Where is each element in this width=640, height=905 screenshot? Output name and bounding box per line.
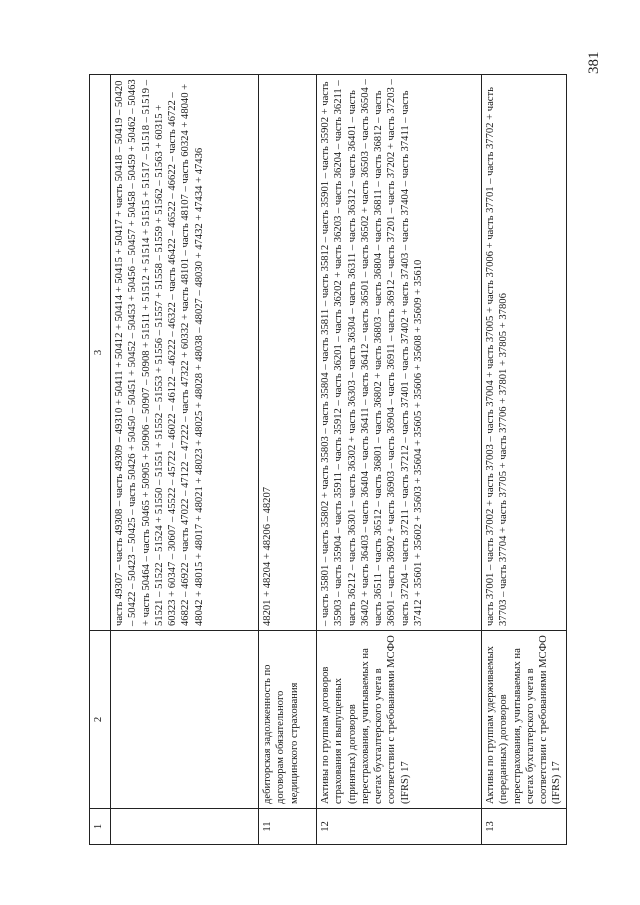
row-number: 11 [259,809,317,845]
row-description [111,631,259,809]
row-number: 13 [482,809,567,845]
row-formula: часть 49307 – часть 49308 – часть 49309 – 49310 + 50411 + 50412 + 50414 + 50415 + 50417 + часть 50418 – 50419 – 50420 – 50422 – 50423 – 50425 – часть 50426 + 50450 – 50451 + 50452 – 50453 + 50456 – 50457 + 50458 – 50459 + 50462 – 50463 + часть 50464 – часть 50465 + 50905 + 50906 – 50907 – 50908 + 51511 + 51512 + 51514 + 51515 + 51517 – 51518 – 51519 – 51521 – 51522 – 51524 + 51550 – 51551 + 51552 – 51553 + 51556 – 51557 + 51558 – 51559 + 51562 – 51563 + 60315 + 60323 + 60347 – 30607 – 45522 – 45722 – 46022 – 46122 – 46222 – 46322 – часть 46422 – 46522 – 46622 – часть 46722 – 46822 – 46922 – часть 47022 – 47122 – 47222 – часть 47322 + 60332 + часть 48101 – часть 48107 – часть 60324 + 48040 + 48042 + 48015 + 48017 + 48021 + 48023 + 48025 + 48028 + 48038 – 48027 – 48030 + 47432 + 47434 + 47436 [111,75,259,631]
header-col-2: 2 [90,631,111,809]
row-description: дебиторская задолженность по договорам обязательного медицинского страхования [259,631,317,809]
header-col-3: 3 [90,75,111,631]
rotated-table-wrapper [89,75,563,845]
row-number: 12 [317,809,482,845]
table-row [111,75,259,845]
table-row [482,75,567,845]
row-description: Активы по группам договоров страхования и выпущенных (принятых) договоров перестрахования, учитываемых на счетах бухгалтерского учета в соответствии с требованиями МСФО (IFRS) 17 [317,631,482,809]
accounts-table [89,74,567,845]
row-formula: часть 37001 – часть 37002 + часть 37003 – часть 37004 + часть 37005 + часть 37006 + часть 37701 – часть 37702 + часть 37703 – часть 37704 + часть 37705 + часть 37706 + 37801 + 37805 + 37806 [482,75,567,631]
row-number [111,809,259,845]
table-header-row [90,75,111,845]
header-col-1: 1 [90,809,111,845]
table-row [317,75,482,845]
table-row [259,75,317,845]
row-formula: – часть 35801 – часть 35802 + часть 35803 – часть 35804 – часть 35811 – часть 35812 – часть 35901 – часть 35902 + часть 35903 – часть 35904 – часть 35911 – часть 35912 – часть 36201 – часть 36202 + часть 36203 – часть 36204 – часть 36211 – часть 36212 – часть 36301 – часть 36302 + часть 36303 – часть 36304 – часть 36311 – часть 36312 – часть 36401 – часть 36402 + часть 36403 – часть 36404 – часть 36411 – часть 36412 – часть 36501 – часть 36502 + часть 36503 – часть 36504 – часть 36511 – часть 36512 – часть 36801 – часть 36802 + часть 36803 – часть 36804 – часть 36811 – часть 36812 – часть 36901 – часть 36902 + часть 36903 – часть 36904 – часть 36911 – часть 36912 – часть 37201 – часть 37202 + часть 37203 – часть 37204 – часть 37211 – часть 37212 – часть 37401 – часть 37402 + часть 37403 – часть 37404 – часть 37411 – часть 37412 + 35601 + 35602 + 35603 + 35604 + 35605 + 35606 + 35608 + 35609 + 35610 [317,75,482,631]
row-formula: 48201 + 48204 + 48206 – 48207 [259,75,317,631]
page-number: 381 [586,51,602,74]
row-description: Активы по группам удерживаемых (переданных) договоров перестрахования, учитываемых на счетах бухгалтерского учета в соответствии с требованиями МСФО (IFRS) 17 [482,631,567,809]
